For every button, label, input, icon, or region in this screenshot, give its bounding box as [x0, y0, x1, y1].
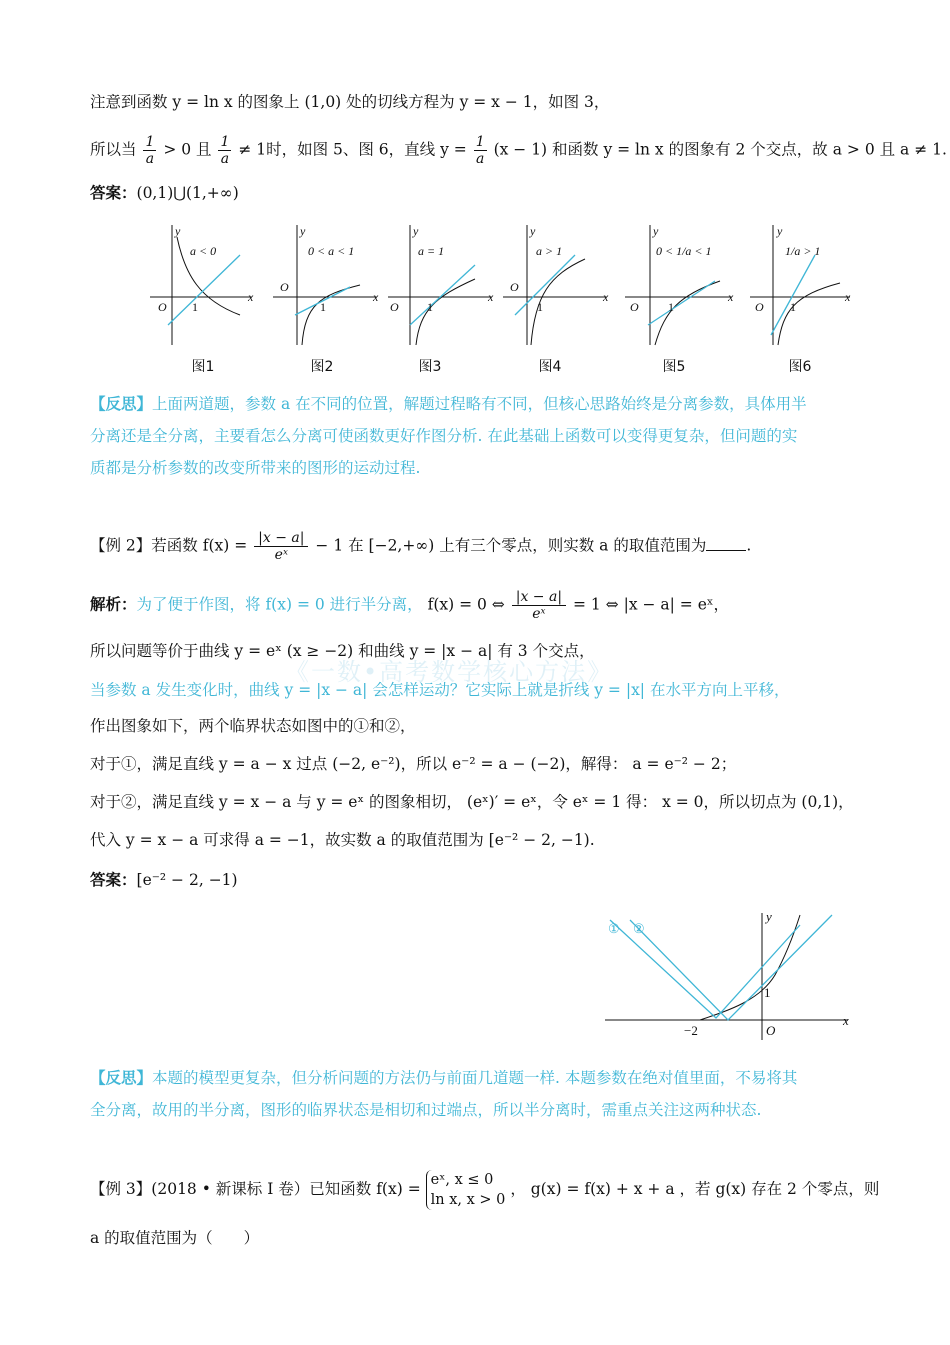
svg-text:1: 1 — [320, 300, 326, 314]
example-3-question: a 的取值范围为（ ） — [90, 1229, 260, 1247]
reflection-1-line-3: 质都是分析参数的改变所带来的图形的运动过程. — [90, 459, 421, 477]
analysis-line-3: 作出图象如下，两个临界状态如图中的①和②， — [90, 717, 416, 735]
svg-text:−2: −2 — [684, 1023, 698, 1038]
fig3-condition: a = 1 — [418, 244, 445, 258]
analysis-line-1: 所以问题等价于曲线 y = eˣ (x ≥ −2) 和曲线 y = |x − a| 有 3 个交点， — [90, 642, 595, 660]
watermark: 《一数•高考数学核心方法》 — [285, 658, 614, 686]
svg-text:y: y — [653, 224, 659, 238]
line-fig5 — [648, 281, 715, 325]
figure-3 — [388, 225, 492, 345]
svg-text:x: x — [728, 290, 734, 304]
example-2-figure — [600, 905, 860, 1045]
svg-text:①: ① — [608, 921, 620, 936]
svg-text:O: O — [280, 280, 289, 294]
reflection-2-line-1: 【反思】本题的模型更复杂，但分析问题的方法仍与前面几道题一样. 本题参数在绝对值里面，不易将其 — [90, 1068, 798, 1087]
analysis-2: 解析：为了便于作图，将 f(x) = 0 进行半分离， f(x) = 0 ⇔ $\frac{|x - a|}{\text{eˣ}}$ = 1 ⇔ |x − a| = eˣ， — [90, 589, 729, 622]
fig6-condition: 1/a > 1 — [785, 244, 821, 258]
answer-2: 答案：[e⁻² − 2, −1) — [90, 870, 238, 889]
figure-1 — [150, 225, 252, 345]
svg-text:y: y — [777, 224, 783, 238]
analysis-line-5: 对于②，满足直线 y = x − a 与 y = eˣ 的图象相切， (eˣ)′ = eˣ，令 eˣ = 1 得： x = 0，所以切点为 (0,1)， — [90, 793, 854, 811]
piecewise-function: eˣ, x ≤ 0 ln x, x > 0 — [426, 1170, 506, 1210]
polyline-2 — [630, 915, 832, 1020]
svg-text:y: y — [413, 224, 419, 238]
svg-text:x: x — [845, 290, 851, 304]
fraction-one-over-a: $\frac{1}{a}$ — [220, 134, 230, 167]
svg-text:O: O — [755, 300, 764, 314]
answer-1: 答案：(0,1)⋃(1,+∞) — [90, 183, 239, 202]
svg-text:y: y — [766, 909, 772, 924]
line-fig4 — [515, 255, 575, 315]
answer-blank — [706, 536, 746, 551]
svg-text:O: O — [630, 300, 639, 314]
svg-text:1: 1 — [192, 300, 198, 314]
fig2-condition: 0 < a < 1 — [308, 244, 355, 258]
reflection-2-line-2: 全分离，故用的半分离，图形的临界状态是相切和过端点，所以半分离时，需重点关注这两种状态. — [90, 1101, 762, 1119]
svg-text:②: ② — [633, 921, 645, 936]
fig5-condition: 0 < 1/a < 1 — [656, 244, 712, 258]
svg-text:O: O — [158, 300, 167, 314]
svg-text:x: x — [488, 290, 494, 304]
svg-text:x: x — [843, 1013, 849, 1028]
figure-label-4: 图4 — [538, 359, 562, 375]
figure-5 — [625, 225, 732, 345]
fraction-abs-over-exp: $\frac{|x - a|}{\text{eˣ}}$ — [254, 530, 308, 563]
para-conditions: 所以当 $\frac{1}{a}$ > 0 且 $\frac{1}{a}$ ≠ 1时，如图 5、图 6，直线 y = $\frac{1}{a}$ (x − 1) 和函数 y = ln x 的图象有 2 个交点，故 a > 0 且 a ≠ 1. — [90, 134, 947, 167]
fig1-condition: a < 0 — [190, 244, 217, 258]
analysis-line-6: 代入 y = x − a 可求得 a = −1，故实数 a 的取值范围为 [e⁻² − 2, −1). — [90, 831, 595, 849]
svg-text:1: 1 — [790, 300, 796, 314]
figure-label-2: 图2 — [310, 359, 334, 375]
figure-label-1: 图1 — [191, 359, 215, 375]
svg-text:1: 1 — [537, 300, 543, 314]
fraction-abs-over-exp: $\frac{|x - a|}{\text{eˣ}}$ — [512, 589, 566, 622]
svg-text:x: x — [603, 290, 609, 304]
svg-text:O: O — [510, 280, 519, 294]
svg-text:x: x — [373, 290, 379, 304]
line-fig3 — [410, 265, 475, 325]
svg-text:y: y — [175, 224, 181, 238]
figure-label-3: 图3 — [418, 359, 442, 375]
six-figures — [140, 215, 870, 355]
example-2-statement: 【例 2】若函数 f(x) = $\frac{|x - a|}{\text{eˣ}}$ − 1 在 [−2,+∞) 上有三个零点，则实数 a 的取值范围为 . — [90, 530, 752, 563]
example-3-statement: 【例 3】(2018 • 新课标 I 卷）已知函数 f(x) = eˣ, x ≤ 0 ln x, x > 0 ， g(x) = f(x) + x + a ，若 g(x) 存在 2 个零点，则 — [90, 1172, 880, 1208]
fraction-one-over-a: $\frac{1}{a}$ — [475, 134, 485, 167]
svg-text:O: O — [390, 300, 399, 314]
figure-label-6: 图6 — [788, 359, 812, 375]
analysis-line-4: 对于①，满足直线 y = a − x 过点 (−2, e⁻²)，所以 e⁻² = a − (−2)，解得： a = e⁻² − 2； — [90, 755, 737, 773]
svg-text:O: O — [766, 1023, 776, 1038]
reflection-1-line-1: 【反思】上面两道题，参数 a 在不同的位置，解题过程略有不同，但核心思路始终是分离参数，具体用半 — [90, 394, 807, 413]
svg-text:y: y — [300, 224, 306, 238]
svg-text:1: 1 — [668, 300, 674, 314]
reflection-1-line-2: 分离还是全分离，主要看怎么分离可使函数更好作图分析. 在此基础上函数可以变得更复杂，但问题的实 — [90, 427, 798, 445]
svg-text:x: x — [248, 290, 254, 304]
fig4-condition: a > 1 — [536, 244, 563, 258]
figure-6 — [750, 225, 850, 345]
figure-label-5: 图5 — [662, 359, 686, 375]
line-fig1 — [168, 255, 240, 325]
analysis-line-2: 当参数 a 发生变化时，曲线 y = |x − a| 会怎样运动？它实际上就是折线 y = |x| 在水平方向上平移， — [90, 681, 790, 699]
fraction-one-over-a: $\frac{1}{a}$ — [145, 134, 155, 167]
svg-text:1: 1 — [427, 300, 433, 314]
exp-curve — [700, 915, 800, 1020]
svg-text:y: y — [530, 224, 536, 238]
svg-text:1: 1 — [764, 985, 771, 1000]
para-tangent-line: 注意到函数 y = ln x 的图象上 (1,0) 处的切线方程为 y = x − 1，如图 3， — [90, 93, 610, 111]
